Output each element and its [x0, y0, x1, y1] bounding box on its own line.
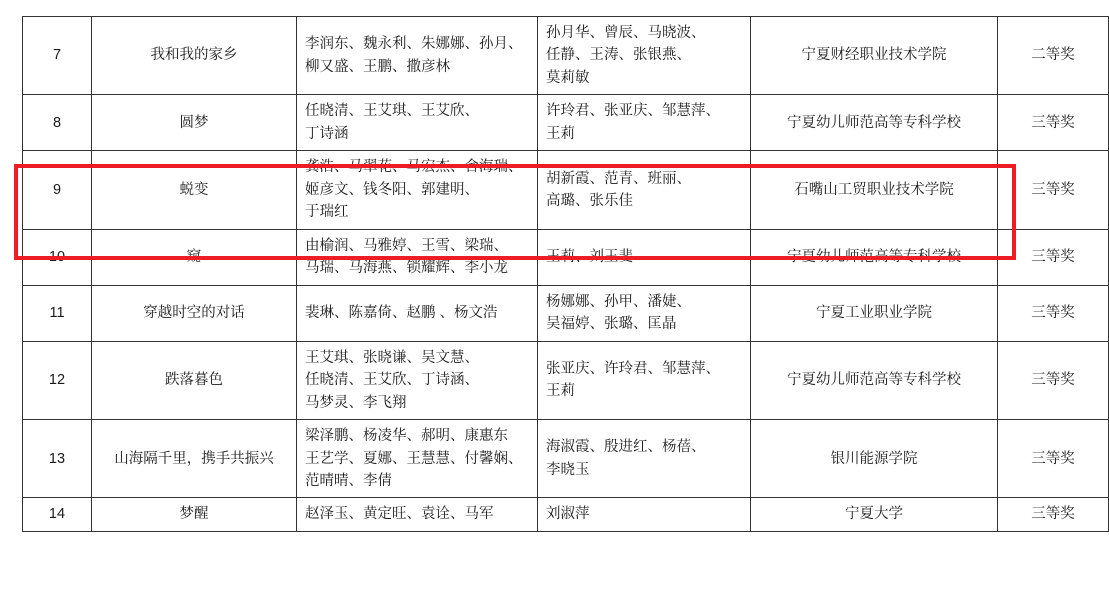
advisors-cell [538, 151, 751, 229]
authors-cell [297, 420, 538, 498]
advisor-line: 李晓玉 [546, 461, 590, 478]
prize-level: 二等奖 [998, 17, 1109, 95]
advisors-cell [538, 17, 751, 95]
author-line: 裴琳、陈嘉倚、赵鹏 、杨文浩 [305, 304, 498, 321]
authors-cell [297, 341, 538, 419]
school-name: 宁夏幼儿师范高等专科学校 [751, 229, 998, 285]
work-title: 圆梦 [92, 95, 297, 151]
row-number: 12 [23, 341, 92, 419]
advisor-line: 许玲君、张亚庆、邹慧萍、 [546, 103, 720, 120]
table-row [23, 17, 1109, 95]
prize-level: 三等奖 [998, 229, 1109, 285]
authors-cell [297, 498, 538, 531]
author-line: 丁诗涵 [305, 125, 349, 142]
row-number: 13 [23, 420, 92, 498]
award-list-table [22, 16, 1109, 532]
school-name: 宁夏工业职业学院 [751, 285, 998, 341]
advisor-line: 王莉、刘玉斐 [546, 248, 633, 265]
advisor-line: 吴福婷、张璐、匡晶 [546, 316, 677, 333]
table-row [23, 420, 1109, 498]
advisor-line: 高璐、张乐佳 [546, 193, 633, 210]
authors-cell [297, 229, 538, 285]
author-line: 马瑞、马海燕、锁耀辉、李小龙 [305, 260, 508, 277]
row-number: 7 [23, 17, 92, 95]
work-title: 我和我的家乡 [92, 17, 297, 95]
school-name: 银川能源学院 [751, 420, 998, 498]
prize-level: 三等奖 [998, 498, 1109, 531]
school-name: 宁夏财经职业技术学院 [751, 17, 998, 95]
advisors-cell [538, 95, 751, 151]
author-line: 李润东、魏永利、朱娜娜、孙月、 [305, 36, 523, 53]
advisor-line: 孙月华、曾辰、马晓波、 [546, 25, 706, 41]
table-row-highlighted [23, 151, 1109, 229]
row-number: 11 [23, 285, 92, 341]
author-line: 于瑞红 [305, 204, 349, 221]
table-row [23, 285, 1109, 341]
authors-cell [297, 95, 538, 151]
author-line: 姬彦文、钱冬阳、郭建明、 [305, 181, 479, 198]
author-line: 任晓清、王艾琪、王艾欣、 [305, 103, 479, 120]
document-page [0, 16, 1075, 602]
work-title: 穿越时空的对话 [92, 285, 297, 341]
table-body [23, 17, 1109, 532]
author-line: 赵泽玉、黄定旺、袁诠、马军 [305, 506, 494, 523]
prize-level: 三等奖 [998, 285, 1109, 341]
school-name: 宁夏幼儿师范高等专科学校 [751, 95, 998, 151]
author-line: 龚浩、马翠花、马宏杰、舍海瑞、 [305, 159, 523, 176]
table-row [23, 341, 1109, 419]
advisor-line: 胡新霞、范青、班丽、 [546, 170, 691, 187]
advisor-line: 任静、王涛、张银燕、 [546, 47, 691, 64]
authors-cell [297, 17, 538, 95]
advisor-line: 王莉 [546, 383, 575, 400]
author-line: 马梦灵、李飞翔 [305, 394, 407, 411]
work-title: 蜕变 [92, 151, 297, 229]
work-title: 跌落暮色 [92, 341, 297, 419]
table-row [23, 95, 1109, 151]
authors-cell [297, 151, 538, 229]
work-title: 窥 [92, 229, 297, 285]
row-number: 9 [23, 151, 92, 229]
table-row [23, 229, 1109, 285]
work-title: 梦醒 [92, 498, 297, 531]
school-name: 石嘴山工贸职业技术学院 [751, 151, 998, 229]
advisor-line: 王莉 [546, 125, 575, 142]
author-line: 由榆润、马雅婷、王雪、梁瑞、 [305, 237, 508, 254]
row-number: 8 [23, 95, 92, 151]
school-name: 宁夏幼儿师范高等专科学校 [751, 341, 998, 419]
author-line: 梁泽鹏、杨凌华、郝明、康惠东 [305, 428, 508, 445]
prize-level: 三等奖 [998, 151, 1109, 229]
advisor-line: 海淑霞、殷进红、杨蓓、 [546, 439, 706, 456]
advisors-cell [538, 420, 751, 498]
author-line: 王艺学、夏娜、王慧慧、付馨娴、 [305, 450, 523, 467]
row-number: 10 [23, 229, 92, 285]
author-line: 范晴晴、李倩 [305, 472, 392, 489]
author-line: 柳又盛、王鹏、撒彦林 [305, 58, 450, 75]
advisor-line: 莫莉敏 [546, 69, 590, 86]
advisors-cell [538, 498, 751, 531]
advisors-cell [538, 285, 751, 341]
row-number: 14 [23, 498, 92, 531]
table-row [23, 498, 1109, 531]
prize-level: 三等奖 [998, 341, 1109, 419]
advisors-cell [538, 341, 751, 419]
advisor-line: 杨娜娜、孙甲、潘婕、 [546, 293, 691, 310]
school-name: 宁夏大学 [751, 498, 998, 531]
prize-level: 三等奖 [998, 420, 1109, 498]
advisors-cell [538, 229, 751, 285]
work-title: 山海隔千里，携手共振兴 [92, 420, 297, 498]
author-line: 任晓清、王艾欣、丁诗涵、 [305, 372, 479, 389]
advisor-line: 张亚庆、许玲君、邹慧萍、 [546, 360, 720, 377]
advisor-line: 刘淑萍 [546, 506, 590, 523]
author-line: 王艾琪、张晓谦、吴文慧、 [305, 349, 479, 366]
prize-level: 三等奖 [998, 95, 1109, 151]
authors-cell [297, 285, 538, 341]
